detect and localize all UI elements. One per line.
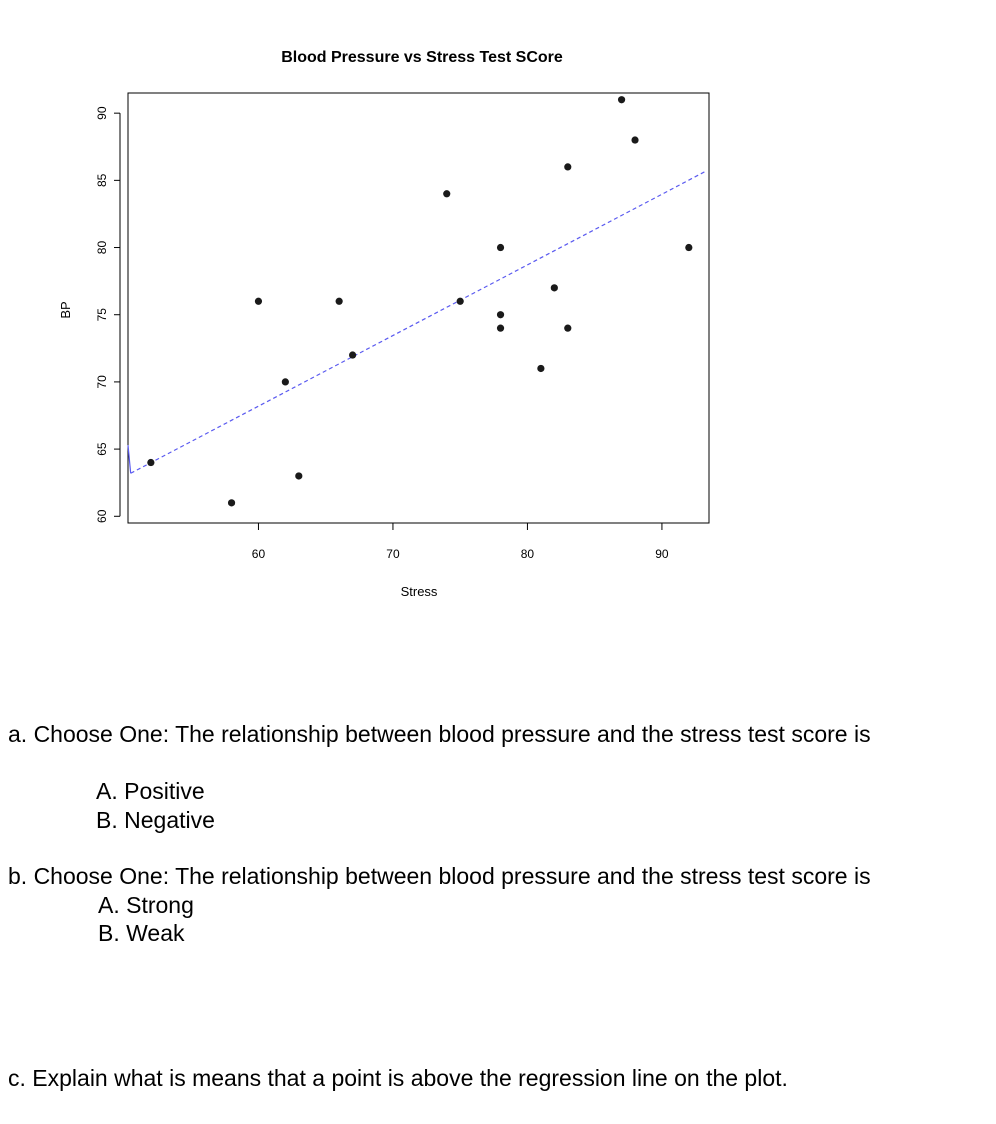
data-point: [618, 96, 625, 103]
data-point: [336, 298, 343, 305]
x-tick-label: 70: [386, 547, 400, 561]
data-point: [564, 325, 571, 332]
x-axis: [252, 523, 669, 561]
data-points: [147, 96, 692, 506]
y-axis-label: BP: [58, 301, 73, 319]
question-b-text: b. Choose One: The relationship between blood pressure and the stress test score is: [8, 863, 871, 889]
data-point: [685, 244, 692, 251]
data-point: [497, 244, 504, 251]
data-point: [497, 325, 504, 332]
y-tick-label: 70: [95, 375, 109, 389]
x-tick-label: 90: [655, 547, 669, 561]
question-a-option-positive: A. Positive: [96, 778, 205, 804]
data-point: [349, 351, 356, 358]
y-tick-label: 65: [95, 442, 109, 456]
data-point: [551, 284, 558, 291]
question-a-option-negative: B. Negative: [96, 807, 215, 833]
x-tick-label: 80: [520, 547, 535, 561]
question-b-option-weak: B. Weak: [98, 920, 185, 946]
data-point: [631, 136, 638, 143]
regression-line: [131, 171, 707, 473]
data-point: [255, 298, 262, 305]
y-tick-label: 85: [95, 173, 109, 188]
chart-title: Blood Pressure vs Stress Test SCore: [281, 49, 563, 66]
x-tick-label: 60: [251, 547, 266, 561]
data-point: [564, 163, 571, 170]
regression-line-group: [128, 171, 706, 473]
data-point: [295, 472, 302, 479]
y-tick-label: 90: [95, 106, 109, 120]
y-axis: [95, 106, 120, 523]
data-point: [147, 459, 154, 466]
data-point: [457, 298, 464, 305]
data-point: [497, 311, 504, 318]
data-point: [228, 499, 235, 506]
question-c-text: c. Explain what is means that a point is above the regression line on the plot.: [8, 1065, 788, 1091]
data-point: [537, 365, 544, 372]
x-axis-label: Stress: [400, 584, 438, 599]
data-point: [443, 190, 450, 197]
plot-frame: [128, 93, 709, 523]
question-b-option-strong: A. Strong: [98, 892, 194, 918]
y-tick-label: 80: [95, 240, 109, 255]
question-a-text: a. Choose One: The relationship between blood pressure and the stress test score is: [8, 721, 871, 747]
y-tick-label: 75: [95, 308, 109, 322]
y-tick-label: 60: [95, 509, 109, 523]
data-point: [282, 378, 289, 385]
